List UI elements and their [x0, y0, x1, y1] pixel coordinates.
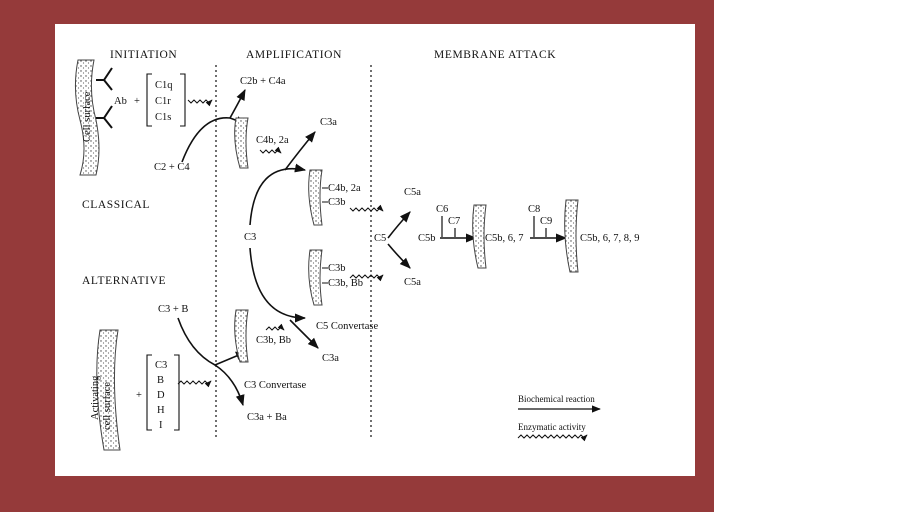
- membrane-c5b67: [473, 205, 486, 268]
- c3b-bb-pair-label: C3b, Bb: [328, 278, 364, 289]
- c7-label: C7: [448, 216, 461, 227]
- c3b-bb-label: C3b, Bb: [256, 335, 292, 346]
- header-initiation: INITIATION: [110, 49, 178, 61]
- membrane-c4b2a-c3b: [309, 170, 322, 225]
- activating-label-line1: Activating: [90, 375, 101, 420]
- ab-label: Ab: [114, 96, 127, 107]
- plus-sign: +: [134, 96, 140, 107]
- c3a-top-label: C3a: [320, 117, 337, 128]
- factor-c3: C3: [155, 360, 168, 371]
- enzymatic-arrow-c3b-bb: [266, 327, 284, 330]
- c1r-label: C1r: [155, 96, 171, 107]
- legend-biochemical-label: Biochemical reaction: [518, 394, 595, 404]
- c8-label: C8: [528, 204, 541, 215]
- c6-label: C6: [436, 204, 449, 215]
- antibody-icon: [96, 68, 112, 128]
- arrow-c3-to-c3b-top: [250, 169, 305, 225]
- membrane-c4b2a: [235, 118, 248, 168]
- legend-enzymatic-label: Enzymatic activity: [518, 422, 586, 432]
- c2b-c4a-label: C2b + C4a: [240, 76, 286, 87]
- c5a-bottom-label: C5a: [404, 277, 421, 288]
- membrane-c5b6789: [565, 200, 578, 272]
- c9-label: C9: [540, 216, 553, 227]
- label-classical: CLASSICAL: [82, 199, 151, 211]
- factors-bracket-right: [174, 355, 179, 430]
- c5-convertase-label: C5 Convertase: [316, 321, 379, 332]
- enzymatic-arrow-c1: [188, 100, 212, 103]
- legend-enzymatic-arrow: [518, 435, 587, 438]
- arrow-to-c3a-bottom: [290, 320, 318, 348]
- enzymatic-arrow-alternative-c5: [350, 275, 383, 278]
- cell-surface-label: Cell surface: [82, 91, 93, 142]
- enzymatic-arrow-factors: [178, 381, 211, 384]
- c3-convertase-label: C3 Convertase: [244, 380, 307, 391]
- arrow-c3-to-c3b-bottom: [250, 248, 305, 318]
- membrane-c3b-bb: [235, 310, 248, 362]
- activating-label-line2: cell surface: [102, 381, 113, 430]
- c5a-top-label: C5a: [404, 187, 421, 198]
- label-alternative: ALTERNATIVE: [82, 275, 167, 287]
- enzymatic-arrow-classical-c5: [350, 208, 383, 211]
- arrow-to-c5a-bottom: [388, 244, 410, 268]
- c5b-label: C5b: [418, 233, 436, 244]
- arrow-to-c5a-top: [388, 212, 410, 238]
- c4b2a-c3b-bottom-label: C3b: [328, 197, 346, 208]
- factor-h: H: [157, 405, 165, 416]
- c2-c4-label: C2 + C4: [154, 162, 190, 173]
- c1-bracket-left: [147, 74, 152, 126]
- arrow-to-c3a-ba: [215, 365, 243, 405]
- c3b-label: C3b: [328, 263, 346, 274]
- c4b2a-c3b-top-label: C4b, 2a: [328, 183, 361, 194]
- c3-b-label: C3 + B: [158, 304, 189, 315]
- c5-label: C5: [374, 233, 387, 244]
- c4b2a-label: C4b, 2a: [256, 135, 289, 146]
- c3a-ba-label: C3a + Ba: [247, 412, 287, 423]
- c1-bracket-right: [180, 74, 185, 126]
- c5b6789-label: C5b, 6, 7, 8, 9: [580, 233, 640, 244]
- header-amplification: AMPLIFICATION: [246, 49, 342, 61]
- membrane-c3b-c3bbb: [309, 250, 322, 305]
- factor-d: D: [157, 390, 165, 401]
- factor-i: I: [159, 420, 163, 431]
- c3-label: C3: [244, 232, 257, 243]
- c1s-label: C1s: [155, 112, 172, 123]
- c1q-label: C1q: [155, 80, 173, 91]
- factors-bracket-left: [147, 355, 152, 430]
- alt-plus-sign: +: [136, 390, 142, 401]
- factor-b: B: [157, 375, 165, 386]
- header-membrane-attack: MEMBRANE ATTACK: [434, 49, 557, 61]
- arrow-to-c3a-top: [285, 132, 315, 170]
- enzymatic-arrow-c4b2a: [260, 150, 281, 153]
- c5b67-label: C5b, 6, 7: [485, 233, 524, 244]
- c3a-bottom-label: C3a: [322, 353, 339, 364]
